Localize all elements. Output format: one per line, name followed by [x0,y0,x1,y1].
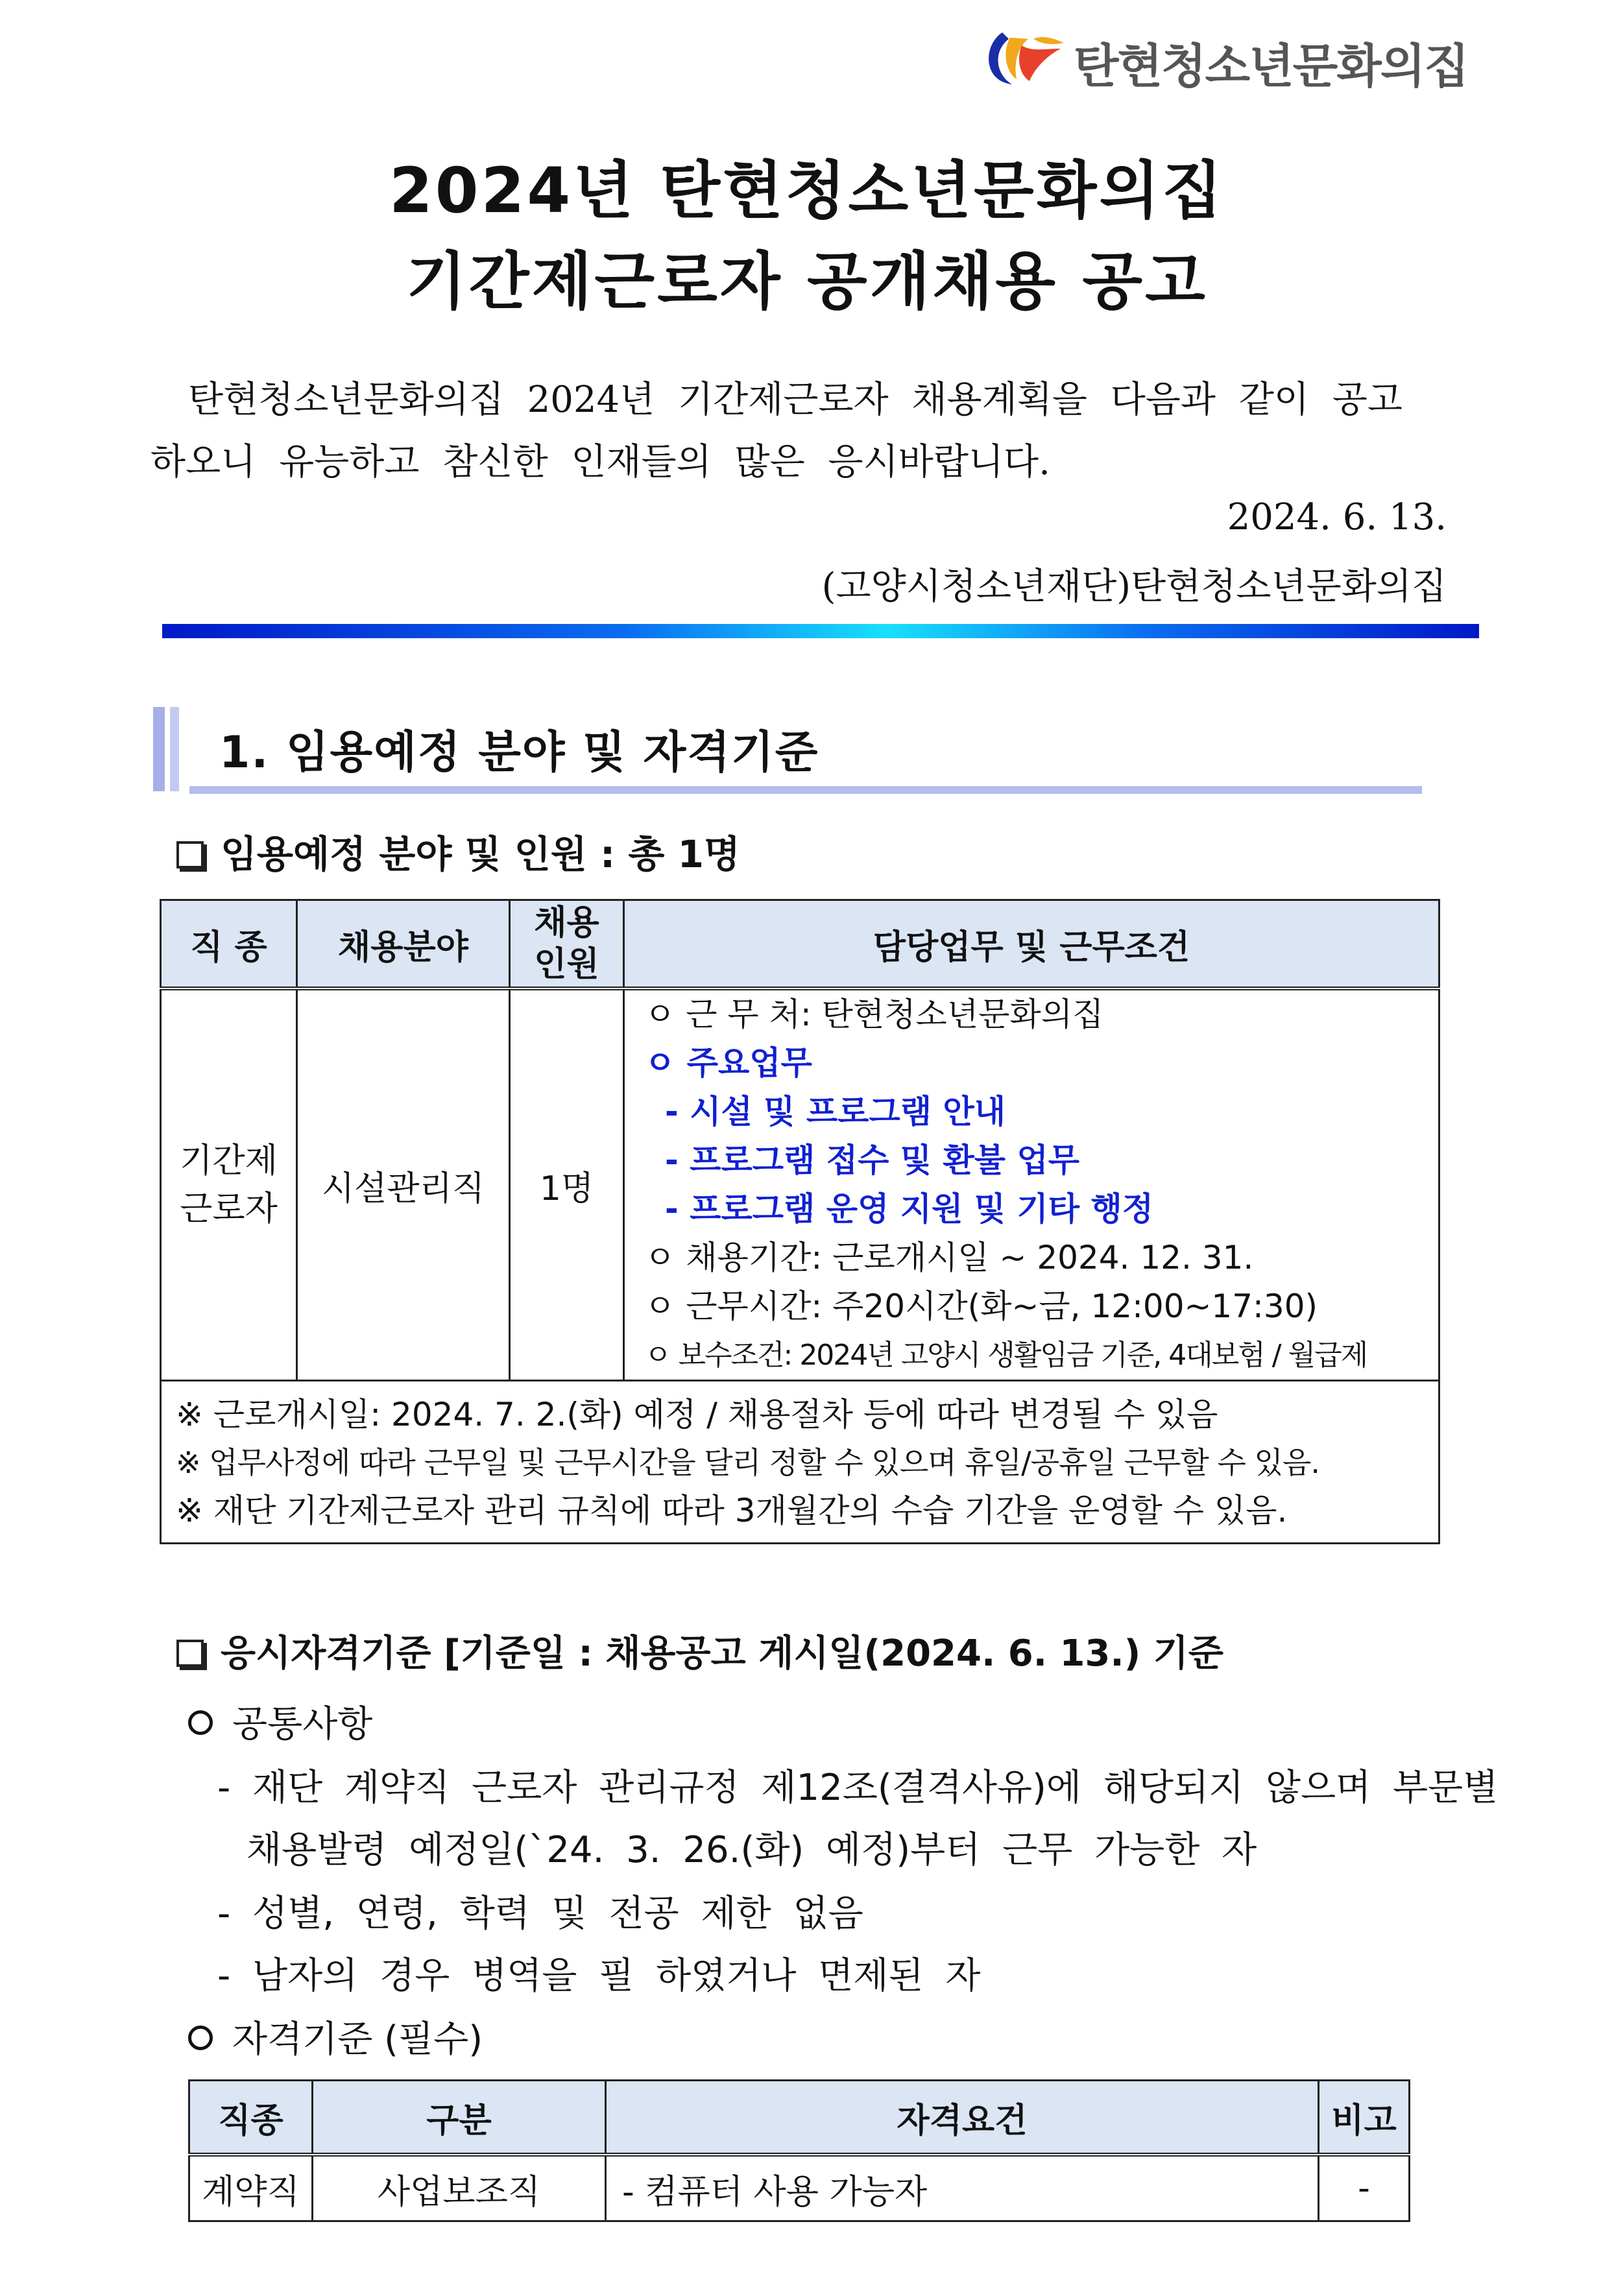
intro-line-2: 하오니 유능하고 참신한 인재들의 많은 응시바랍니다. [151,441,1050,483]
duty-line: ㅇ 근무시간: 주20시간(화~금, 12:00~17:30) [644,1287,1318,1325]
table-header-row [161,900,1439,989]
requirement-line: - 성별, 연령, 학력 및 전공 제한 없음 [217,1893,863,1935]
criteria-title [188,2011,483,2063]
duty-line: - 프로그램 접수 및 환불 업무 [665,1142,1080,1179]
notes-cell [161,1381,1439,1544]
subheading-text: 임용예정 분야 및 인원 : 총 1명 [221,832,741,876]
header-cell: 채용 인원 [510,900,624,989]
field-cell: 시설관리직 [297,988,510,1381]
duty-line: - 프로그램 운영 지원 및 기타 행정 [665,1190,1154,1228]
section-title: 1. 임용예정 분야 및 자격기준 [219,727,819,778]
duty-line: ㅇ 근 무 처: 탄현청소년문화의집 [644,996,1104,1033]
duty-line: - 시설 및 프로그램 안내 [665,1093,1006,1130]
circle-bullet-icon [188,2026,213,2050]
table-row [161,988,1439,1381]
gradient-divider [162,624,1479,638]
header-cell: 비고 [1319,2081,1410,2155]
header-cell: 직 종 [161,900,297,989]
count-cell: 1명 [510,988,624,1381]
subheading-qualifications [176,1625,1223,1677]
title-line-2: 기간제근로자 공개채용 공고 [406,245,1208,318]
criteria-table [188,2079,1410,2222]
section-marker-bar [170,707,179,791]
header-cell: 직종 [189,2081,313,2155]
checkbox-bullet-icon [176,1640,204,1667]
checkbox-bullet-icon [176,841,204,868]
note-line: ※ 근로개시일: 2024. 7. 2.(화) 예정 / 채용절차 등에 따라 변경될 수 있음 [176,1396,1218,1433]
requirement-line: - 남자의 경우 병역을 필 하였거나 면제된 자 [217,1955,981,1997]
notice-date: 2024. 6. 13. [1227,496,1447,538]
duty-line: ㅇ 채용기간: 근로개시일 ~ 2024. 12. 31. [644,1239,1254,1276]
note-line: ※ 재단 기간제근로자 관리 규칙에 따라 3개월간의 수습 기간을 운영할 수 있음. [176,1492,1288,1529]
table-row [189,2155,1410,2221]
intro-line-1: 탄현청소년문화의집 2024년 기간제근로자 채용계획을 다음과 같이 공고 [188,379,1403,421]
table-header-row [189,2081,1410,2155]
notes-row [161,1381,1439,1544]
header-cell: 자격요건 [606,2081,1319,2155]
job-type-cell: 기간제 근로자 [161,988,297,1381]
header-cell: 구분 [313,2081,606,2155]
requirement-line: - 재단 계약직 근로자 관리규정 제12조(결격사유)에 해당되지 않으며 부문별 [217,1767,1499,1809]
flame-logo-icon [976,19,1067,91]
common-title-text: 공통사항 [232,1703,373,1745]
positions-table [160,899,1440,1544]
criteria-title-text: 자격기준 (필수) [232,2018,483,2061]
requirement-line: 채용발령 예정일(`24. 3. 26.(화) 예정)부터 근무 가능한 자 [247,1829,1257,1871]
notice-org: (고양시청소년재단)탄현청소년문화의집 [821,566,1447,608]
table-cell: 사업보조직 [313,2155,606,2221]
header-cell: 담당업무 및 근무조건 [624,900,1439,989]
title-line-1: 2024년 탄현청소년문화의집 [389,154,1225,227]
common-requirements-title [188,1695,372,1747]
section-underline [189,786,1422,794]
note-line: ※ 업무사정에 따라 근무일 및 근무시간을 달리 정할 수 있으며 휴일/공휴일 근무할 수 있음. [176,1445,1320,1480]
table-cell: - [1319,2155,1410,2221]
header-cell: 채용분야 [297,900,510,989]
duties-cell [624,988,1439,1381]
org-logo [976,19,1468,93]
duty-line: ㅇ 보수조건: 2024년 고양시 생활임금 기준, 4대보험 / 월급제 [644,1339,1367,1372]
subheading-text: 응시자격기준 [기준일 : 채용공고 게시일(2024. 6. 13.) 기준 [221,1632,1223,1675]
circle-bullet-icon [188,1710,213,1735]
section-marker-bar [153,707,165,791]
table-cell: - 컴퓨터 사용 가능자 [606,2155,1319,2221]
logo-text: 탄현청소년문화의집 [1074,39,1468,93]
duty-line: ㅇ 주요업무 [644,1044,812,1082]
table-cell: 계약직 [189,2155,313,2221]
subheading-positions [176,824,740,878]
